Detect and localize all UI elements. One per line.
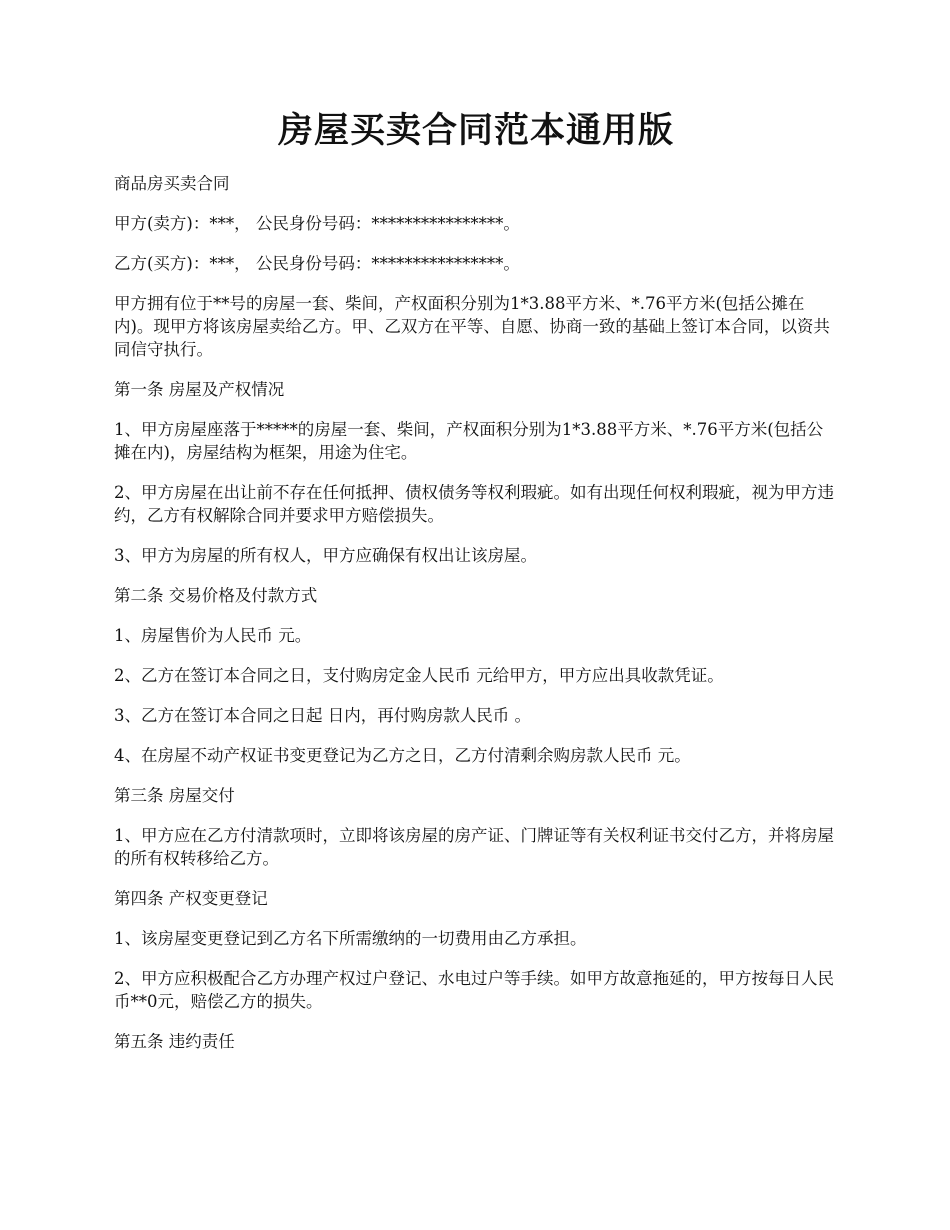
article-4-clause-1: 1、该房屋变更登记到乙方名下所需缴纳的一切费用由乙方承担。 [114,928,587,948]
article-2-clause-1: 1、房屋售价为人民币 元。 [114,625,312,645]
article-2-clause-2: 2、乙方在签订本合同之日，支付购房定金人民币 元给甲方，甲方应出具收款凭证。 [114,665,724,685]
preamble-paragraph: 甲方拥有位于**号的房屋一套、柴间，产权面积分别为1*3.88平方米、*.76平方米(包括公摊在内)。现甲方将该房屋卖给乙方。甲、乙双方在平等、自愿、协商一致的基础上签订本合同，以资共同信守执行。 [114,293,830,359]
document-title: 房屋买卖合同范本通用版 [277,110,674,151]
article-1-clause-3: 3、甲方为房屋的所有权人，甲方应确保有权出让该房屋。 [114,545,537,565]
article-4-clause-2: 2、甲方应积极配合乙方办理产权过户登记、水电过户等手续。如甲方故意拖延的，甲方按每日人民币**0元，赔偿乙方的损失。 [114,968,834,1011]
article-5-heading: 第五条 违约责任 [114,1031,235,1051]
article-3-clause-1: 1、甲方应在乙方付清款项时，立即将该房屋的房产证、门牌证等有关权利证书交付乙方，并将房屋的所有权转移给乙方。 [114,825,834,868]
article-4-heading: 第四条 产权变更登记 [114,888,268,908]
party-a-line: 甲方(卖方)：***， 公民身份号码：****************。 [114,213,520,233]
contract-name: 商品房买卖合同 [114,173,230,193]
article-3-heading: 第三条 房屋交付 [114,785,235,805]
article-1-clause-1: 1、甲方房屋座落于*****的房屋一套、柴间，产权面积分别为1*3.88平方米、*.76平方米(包括公摊在内)，房屋结构为框架，用途为住宅。 [114,419,824,462]
party-b-line: 乙方(买方)：***， 公民身份号码：****************。 [114,253,520,273]
article-2-heading: 第二条 交易价格及付款方式 [114,585,318,605]
article-1-heading: 第一条 房屋及产权情况 [114,379,285,399]
article-2-clause-3: 3、乙方在签订本合同之日起 日内，再付购房款人民币 。 [114,705,531,725]
article-1-clause-2: 2、甲方房屋在出让前不存在任何抵押、债权债务等权利瑕疵。如有出现任何权利瑕疵，视为甲方违约，乙方有权解除合同并要求甲方赔偿损失。 [114,482,834,525]
article-2-clause-4: 4、在房屋不动产权证书变更登记为乙方之日，乙方付清剩余购房款人民币 元。 [114,745,691,765]
